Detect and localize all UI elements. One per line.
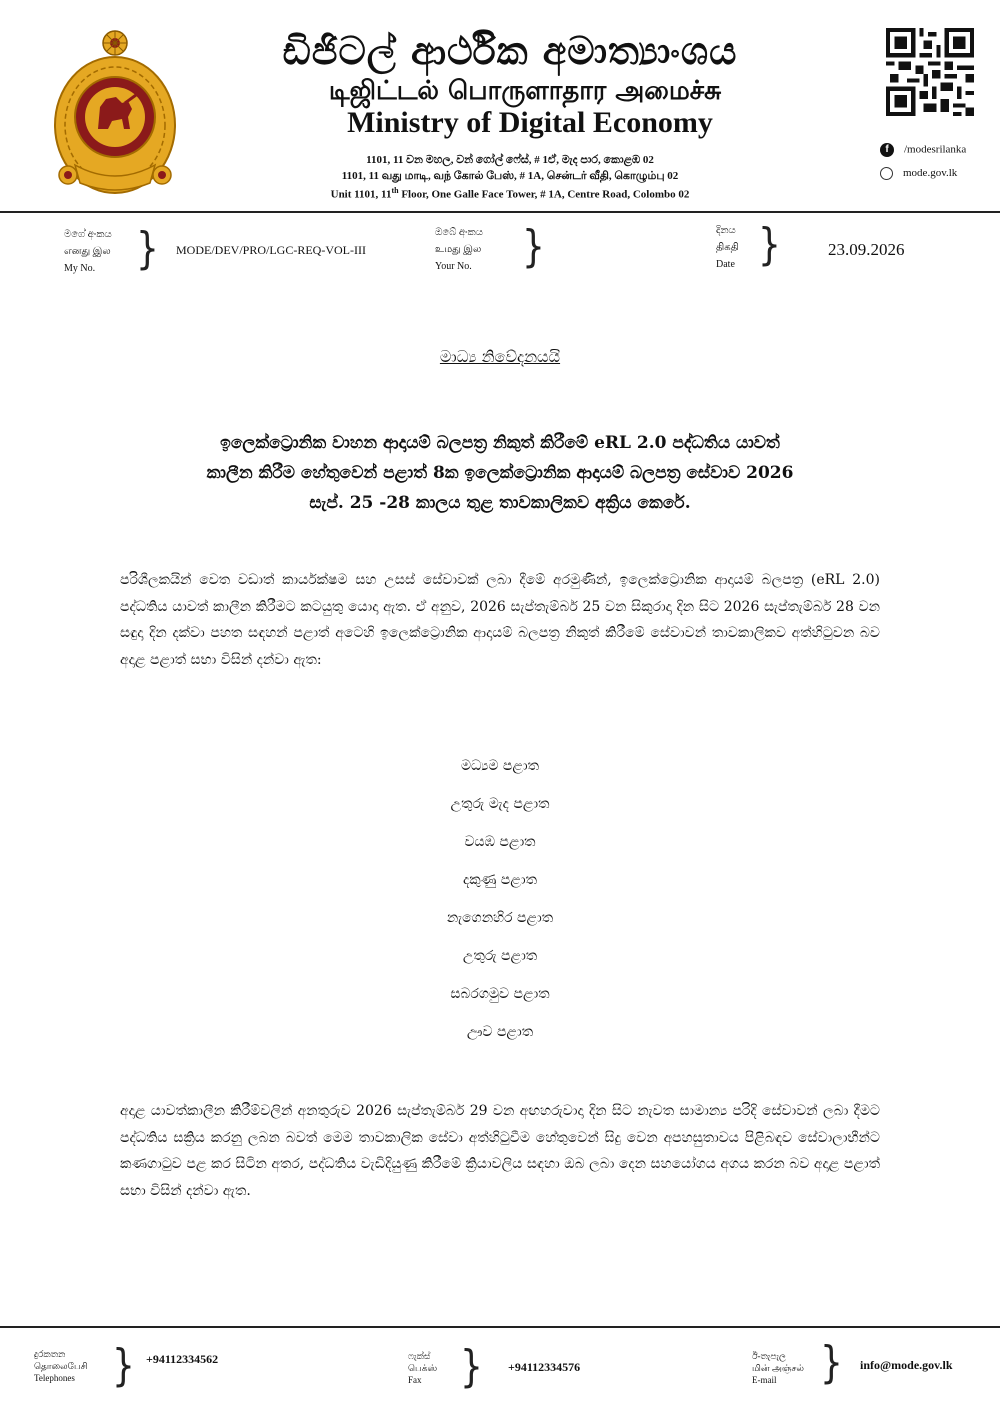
- province-list: [0, 754, 1000, 1058]
- email-value[interactable]: info@mode.gov.lk: [860, 1358, 953, 1372]
- fax-brace: }: [460, 1342, 483, 1392]
- my-no-label: මගේ අංකය எனது இல My No.: [64, 229, 112, 274]
- media-release-heading: මාධ්‍ය නිවේදනයයි: [439, 347, 561, 366]
- my-no-value: MODE/DEV/PRO/LGC-REQ-VOL-III: [176, 243, 366, 257]
- qr-code: [886, 28, 974, 116]
- list-item: සබරගමුව පළාත: [450, 986, 550, 1002]
- my-no-brace: }: [136, 224, 159, 274]
- list-item: උතුරු පළාත: [462, 948, 538, 964]
- subject: [130, 428, 870, 518]
- telephone-value[interactable]: +94112334562: [146, 1352, 219, 1366]
- ministry-title-tamil: டிஜிட்டல் பொருளாதார அமைச்சு: [328, 76, 722, 106]
- footer-divider: [0, 1326, 1000, 1328]
- telephone-label: දුරකතන தொலைபேசி Telephones: [34, 1349, 88, 1383]
- subject-line: සැප්. 25 -28 කාලය තුළ තාවකාලිකව අක්‍රිය කෙරේ.: [309, 493, 691, 513]
- your-no-label: ඔබේ අංකය உமது இல Your No.: [435, 227, 483, 272]
- facebook-icon: f: [880, 143, 894, 157]
- your-no-brace: }: [522, 222, 545, 272]
- email-label: ඊ-තැපැල மின் அஞ்சல் E-mail: [752, 1351, 804, 1385]
- body-paragraph-1: පරිශීලකයින් වෙත වඩාත් කාර්යක්ෂම සහ උසස් සේවාවක් ලබා දීමේ අරමුණින්, ඉලෙක්ට්‍රොනික ආදායම් බලපත්‍ර (eRL 2.0) පද්ධතිය යාවත් කාලීන කිරීමට කටයුතු යොදා ඇත. ඒ අනුව, 2026 සැප්තැම්බර් 25 වන සිකුරාදා දින සිට 2026 සැප්තැම්බර් 28 වන සඳුදා දින දක්වා පහත සඳහන් පළාත් අටෙහි ඉලෙක්ට්‍රොනික ආදායම් බලපත්‍ර නිකුත් කිරීමේ සේවාවන් තාවකාලිකව අත්හිටුවන බව අදාළ පළාත් සභා විසින් දන්වා ඇත:: [120, 572, 880, 668]
- list-item: උතුරු මැද පළාත: [450, 796, 550, 812]
- email-brace: }: [820, 1338, 843, 1388]
- date-value: 23.09.2026: [828, 240, 905, 259]
- fax-value: +94112334576: [508, 1360, 581, 1374]
- website-url: mode.gov.lk: [903, 167, 958, 180]
- list-item: වයඹ පළාත: [464, 834, 536, 850]
- date-brace: }: [758, 220, 781, 270]
- subject-line: ඉලෙක්ට්‍රොනික වාහන ආදායම් බලපත්‍ර නිකුත් කිරීමේ eRL 2.0 පද්ධතිය යාවත්: [220, 433, 780, 453]
- ministry-title-english: Ministry of Digital Economy: [347, 106, 713, 139]
- telephone-brace: }: [112, 1341, 135, 1391]
- list-item: නැගෙනහිර පළාත: [446, 910, 554, 926]
- address-tamil: 1101, 11 வது மாடி, வந் கோல் பேஸ், # 1A, சென்டர் வீதி, கொழும்பு 02: [341, 170, 679, 182]
- address-sinhala: 1101, 11 වන මහල, වන් ගෝල් ෆේස්, # 1ඒ, මැද පාර, කොළඹ 02: [366, 154, 654, 166]
- ministry-title-sinhala: ඩිජිටල් ආර්ථික අමාත්‍යාංශය: [282, 28, 738, 73]
- date-label: දිනය திகதி Date: [716, 225, 739, 270]
- header-divider: [0, 211, 1000, 213]
- list-item: මධ්‍යම පළාත: [460, 758, 540, 774]
- address-english: Unit 1101, 11th Floor, One Galle Face Tower, # 1A, Centre Road, Colombo 02: [330, 186, 690, 201]
- body-paragraph-2: අදාළ යාවත්කාලීන කිරීම්වලින් අනතුරුව 2026 සැප්තැම්බර් 29 වන අඟහරුවාදා දින සිට නැවත සාමාන්‍ය පරිදි සේවාවන් ලබා දීමට පද්ධතිය සක්‍රිය කරනු ලබන බවත් මෙම තාවකාලික සේවා අත්හිටුවීම හේතුවෙන් සිදු වෙන අපහසුතාවය පිළිබඳව සේවාලාභීන්ට කණගාටුව පළ කර සිටින අතර, පද්ධතිය වැඩිදියුණු කිරීමේ ක්‍රියාවලිය සඳහා ඔබ ලබා දෙන සහයෝගය අගය කරන බව අදාළ පළාත් සභා විසින් දන්වා ඇත.: [120, 1103, 880, 1199]
- website-link[interactable]: [880, 167, 957, 180]
- facebook-link[interactable]: [880, 143, 966, 157]
- subject-line: කාලීන කිරීම හේතුවෙන් පළාත් 8ක ඉලෙක්ට්‍රොනික ආදායම් බලපත්‍ර සේවාව 2026: [206, 463, 794, 483]
- list-item: දකුණු පළාත: [463, 872, 537, 888]
- fax-label: ෆැක්ස් பெக்ஸ் Fax: [408, 1351, 438, 1385]
- globe-icon: [880, 167, 893, 180]
- facebook-handle: /modesrilanka: [904, 143, 967, 156]
- list-item: ඌව පළාත: [466, 1024, 534, 1040]
- national-emblem: [50, 25, 180, 195]
